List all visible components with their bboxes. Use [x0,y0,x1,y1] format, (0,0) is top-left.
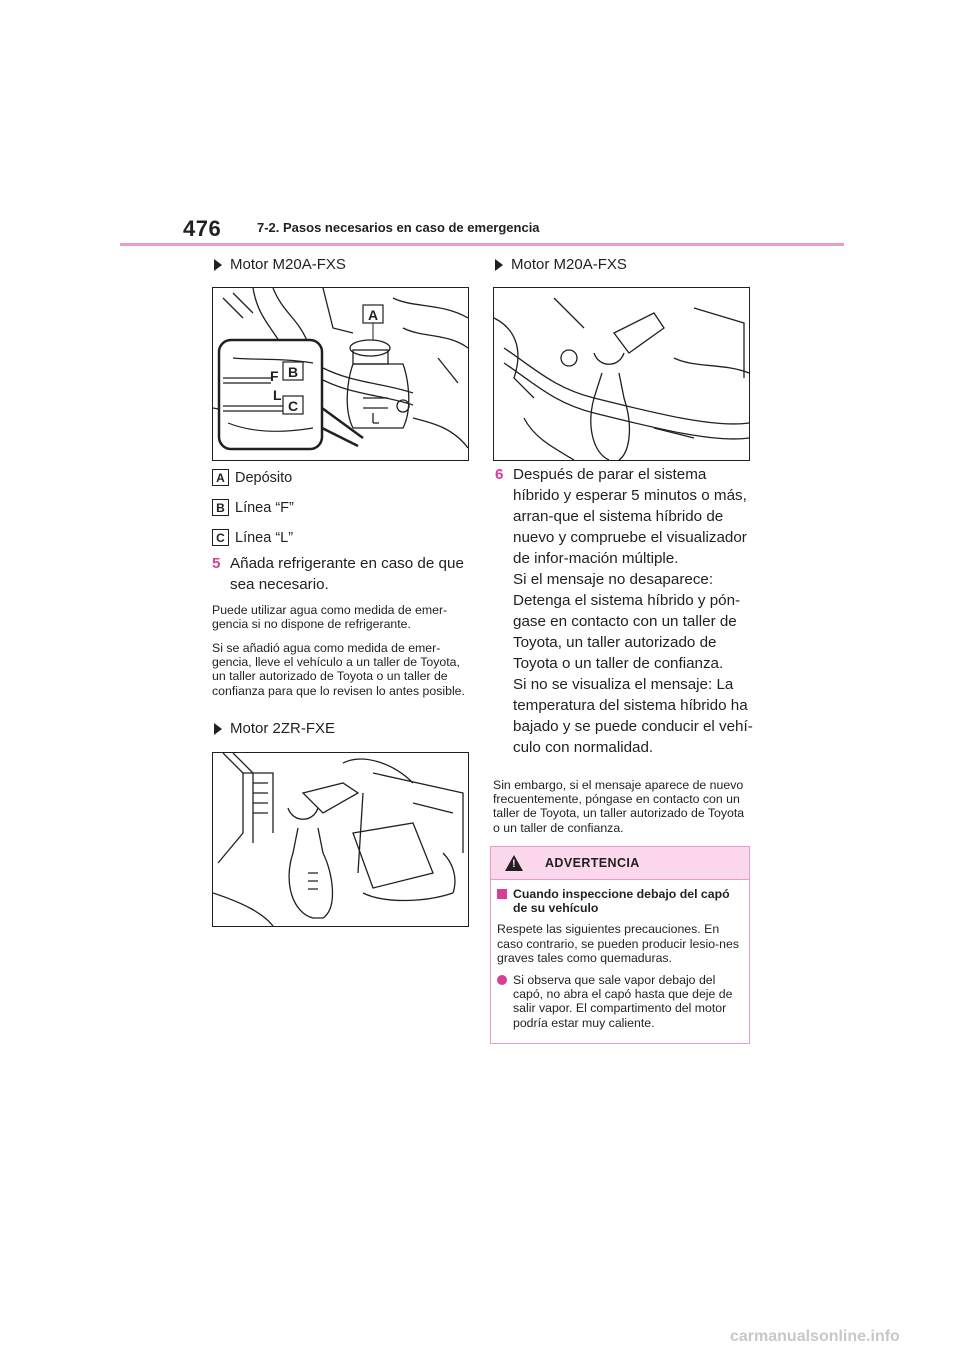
warning-bullet-row [497,973,743,1030]
figure3-heading [495,256,627,273]
figure-coolant-reservoir-m20a [212,287,469,461]
legend-text-a: Depósito [235,469,293,486]
step-5-text: Añada refrigerante en caso de que sea necesario. [230,555,464,593]
warning-bullet-text: Si observa que sale vapor debajo del capó, no abra el capó hasta que deje de salir vapor. El compartimento del motor podría estar muy caliente. [513,973,733,1030]
figure2-heading-text: Motor 2ZR-FXE [230,720,336,737]
legend-item-a [212,469,294,486]
triangle-bullet-icon [214,259,222,271]
callout-f: F [270,368,279,384]
triangle-bullet-icon [214,723,222,735]
step-6-number: 6 [495,466,504,483]
note-message-frequent: Sin embargo, si el mensaje aparece de nuevo frecuentemente, póngase en contacto con un taller de Toyota, un taller autorizado de Toyota o un taller de confianza. [493,778,745,835]
figure1-legend [212,469,294,546]
page-number: 476 [183,216,222,241]
step-6-case-message-cleared: Si no se visualiza el mensaje: La temperatura del sistema híbrido ha bajado y se puede conducir el vehí-culo con normalidad. [513,676,753,756]
figure-refill-m20a [493,287,750,461]
square-bullet-icon [497,889,507,899]
warning-subheading: Cuando inspeccione debajo del capó de su vehículo [513,887,730,916]
step-5 [212,553,467,595]
warning-intro: Respete las siguientes precauciones. En caso contrario, se pueden producir lesio-nes graves tales como quemaduras. [497,922,739,965]
engine-illustration-2 [213,753,468,926]
legend-item-b [212,499,294,516]
figure2-heading [214,720,335,737]
legend-item-c [212,529,294,546]
warning-header [491,847,749,880]
engine-illustration-3 [494,288,749,460]
section-title: 7-2. Pasos necesarios en caso de emergencia [257,220,540,235]
warning-box [490,846,750,1044]
step-6-text: Después de parar el sistema híbrido y esperar 5 minutos o más, arran-que el sistema híbrido de nuevo y compruebe el visualizador de infor-mación múltiple. [513,466,747,567]
callout-c: C [287,398,299,414]
step-6-case-message-persists: Si el mensaje no desaparece: Detenga el sistema híbrido y pón-gase en contacto con un taller de Toyota, un taller autorizado de Toyota o un taller de confianza. [513,571,741,672]
header-rule [120,243,844,246]
figure1-heading [214,256,346,273]
figure1-heading-text: Motor M20A-FXS [230,256,346,273]
legend-letter-c: C [212,529,229,546]
callout-l: L [273,387,282,403]
legend-text-b: Línea “F” [235,499,294,516]
legend-letter-b: B [212,499,229,516]
warning-subheading-row [497,887,743,915]
callout-a: A [367,307,379,323]
warning-body [491,880,749,1030]
warning-triangle-icon: ! [505,855,523,871]
step-5-number: 5 [212,555,221,572]
legend-letter-a: A [212,469,229,486]
triangle-bullet-icon [495,259,503,271]
note-water-emergency: Puede utilizar agua como medida de emer-gencia si no dispone de refrigerante. [212,603,448,632]
legend-text-c: Línea “L” [235,529,294,546]
note-water-added: Si se añadió agua como medida de emer-gencia, lleve el vehículo a un taller de Toyota, un taller autorizado de Toyota o un taller de confianza para que lo revisen lo antes posible. [212,641,465,698]
warning-title: ADVERTENCIA [545,856,640,870]
step-6 [495,464,755,758]
circle-bullet-icon [497,975,507,985]
figure-refill-2zr [212,752,469,927]
watermark: carmanualsonline.info [730,1328,900,1345]
figure3-heading-text: Motor M20A-FXS [511,256,627,273]
callout-b: B [287,364,299,380]
engine-illustration-1 [213,288,468,460]
